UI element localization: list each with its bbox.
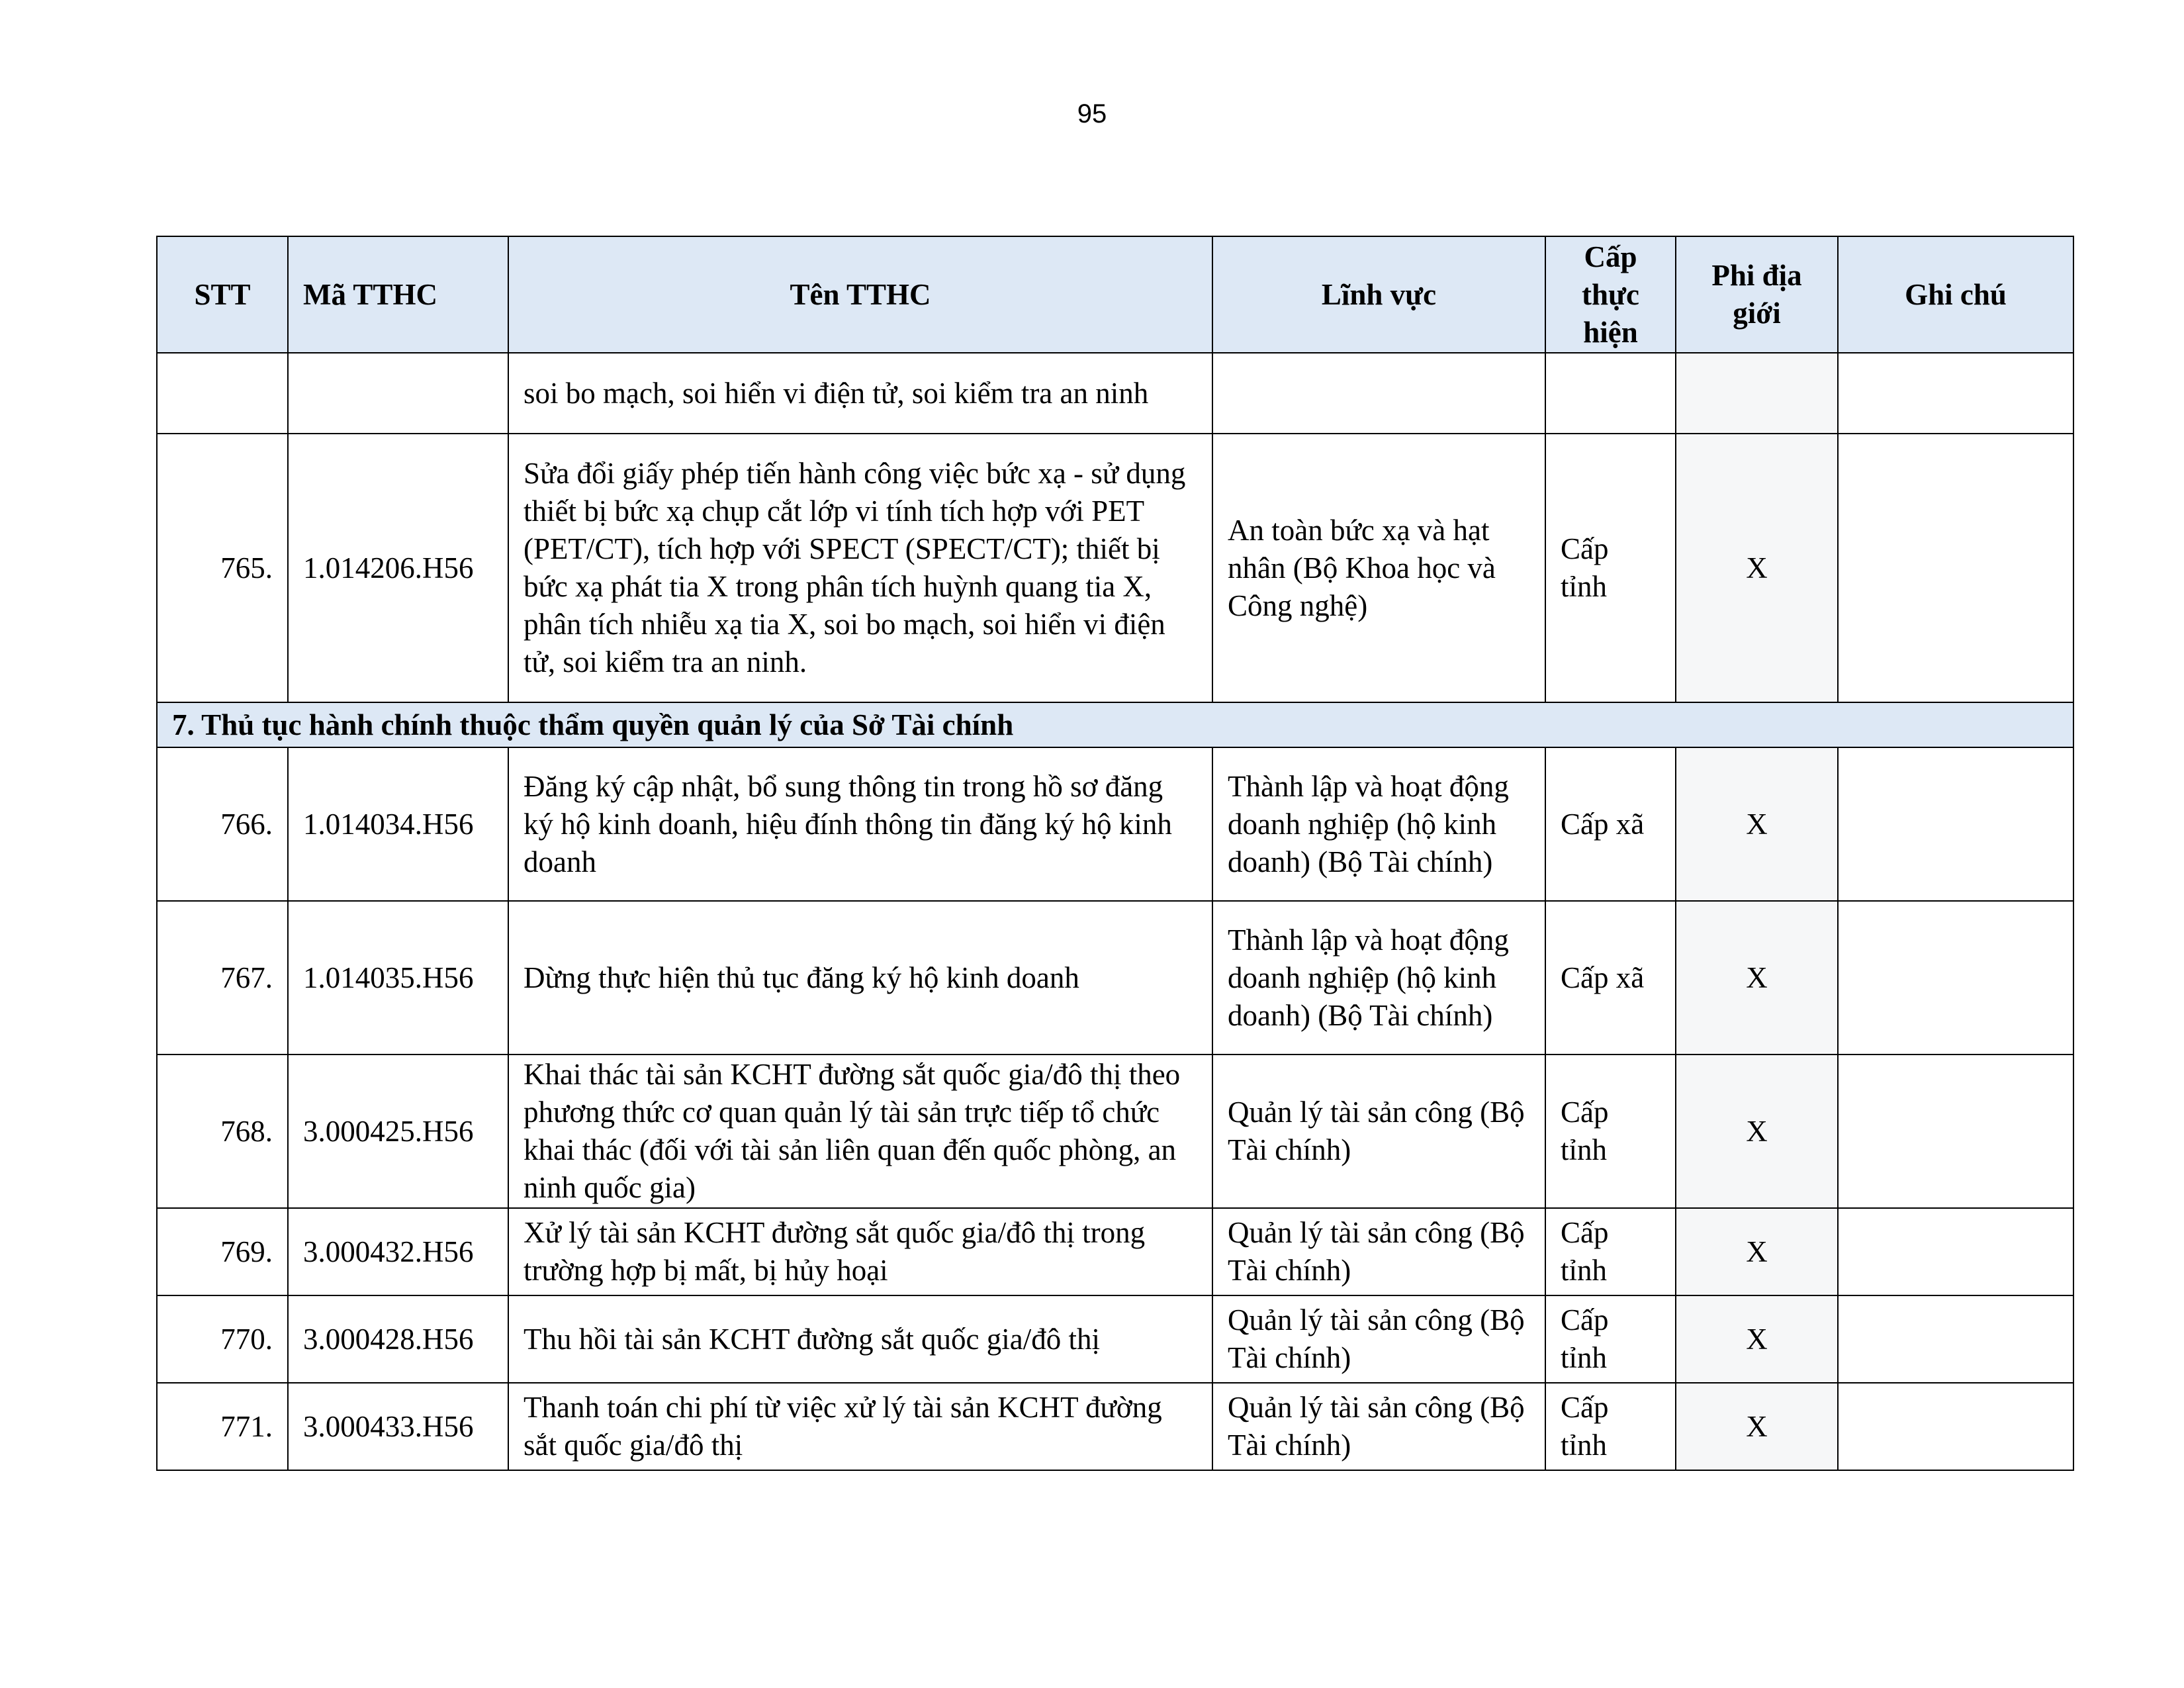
cell-ghi-chu	[1838, 1295, 2073, 1383]
section-heading-row	[157, 702, 2073, 747]
cell-linh-vuc: Quản lý tài sản công (Bộ Tài chính)	[1212, 1208, 1545, 1295]
cell-cap: Cấp tỉnh	[1545, 1295, 1676, 1383]
table-row	[157, 1383, 2073, 1470]
cell-ten: Thu hồi tài sản KCHT đường sắt quốc gia/đô thị	[508, 1295, 1212, 1383]
cell-ten: Xử lý tài sản KCHT đường sắt quốc gia/đô thị trong trường hợp bị mất, bị hủy hoại	[508, 1208, 1212, 1295]
cell-ten: Đăng ký cập nhật, bổ sung thông tin trong hồ sơ đăng ký hộ kinh doanh, hiệu đính thông tin đăng ký hộ kinh doanh	[508, 747, 1212, 901]
cell-linh-vuc: Quản lý tài sản công (Bộ Tài chính)	[1212, 1383, 1545, 1470]
table-row	[157, 901, 2073, 1055]
cell-ghi-chu	[1838, 747, 2073, 901]
cell-linh-vuc: An toàn bức xạ và hạt nhân (Bộ Khoa học và Công nghệ)	[1212, 434, 1545, 702]
cell-ma: 1.014206.H56	[288, 434, 508, 702]
cell-ten: Thanh toán chi phí từ việc xử lý tài sản KCHT đường sắt quốc gia/đô thị	[508, 1383, 1212, 1470]
cell-ten: Dừng thực hiện thủ tục đăng ký hộ kinh doanh	[508, 901, 1212, 1055]
cell-phi: X	[1676, 1055, 1838, 1208]
tthc-table	[156, 236, 2074, 1471]
cell-linh-vuc: Thành lập và hoạt động doanh nghiệp (hộ kinh doanh) (Bộ Tài chính)	[1212, 901, 1545, 1055]
cell-phi: X	[1676, 1295, 1838, 1383]
page-number: 95	[1077, 99, 1107, 128]
table-row-continuation	[157, 353, 2073, 434]
cell-phi: X	[1676, 901, 1838, 1055]
table-row	[157, 747, 2073, 901]
cell-ghi-chu	[1838, 901, 2073, 1055]
header-ghi-chu: Ghi chú	[1838, 236, 2073, 353]
header-ten-tthc: Tên TTHC	[508, 236, 1212, 353]
cell-ma: 1.014035.H56	[288, 901, 508, 1055]
table-row	[157, 434, 2073, 702]
cell-linh-vuc	[1212, 353, 1545, 434]
cell-ma: 1.014034.H56	[288, 747, 508, 901]
cell-phi: X	[1676, 747, 1838, 901]
cell-phi: X	[1676, 434, 1838, 702]
cell-cap: Cấp xã	[1545, 747, 1676, 901]
cell-linh-vuc: Quản lý tài sản công (Bộ Tài chính)	[1212, 1055, 1545, 1208]
cell-ma: 3.000425.H56	[288, 1055, 508, 1208]
cell-ma: 3.000428.H56	[288, 1295, 508, 1383]
header-row	[157, 236, 2073, 353]
cell-phi	[1676, 353, 1838, 434]
table-row	[157, 1295, 2073, 1383]
cell-linh-vuc: Quản lý tài sản công (Bộ Tài chính)	[1212, 1295, 1545, 1383]
cell-ma: 3.000433.H56	[288, 1383, 508, 1470]
cell-ghi-chu	[1838, 1055, 2073, 1208]
cell-stt: 769.	[157, 1208, 288, 1295]
header-phi-dia-gioi	[1676, 236, 1838, 353]
cell-phi: X	[1676, 1208, 1838, 1295]
cell-cap: Cấp xã	[1545, 901, 1676, 1055]
cell-stt: 768.	[157, 1055, 288, 1208]
cell-ghi-chu	[1838, 1208, 2073, 1295]
cell-linh-vuc: Thành lập và hoạt động doanh nghiệp (hộ kinh doanh) (Bộ Tài chính)	[1212, 747, 1545, 901]
header-phi-line2: giới	[1733, 297, 1781, 330]
cell-ten: Khai thác tài sản KCHT đường sắt quốc gia/đô thị theo phương thức cơ quan quản lý tài sản trực tiếp tổ chức khai thác (đối với tài sản liên quan đến quốc phòng, an ninh quốc gia)	[508, 1055, 1212, 1208]
cell-ghi-chu	[1838, 353, 2073, 434]
cell-ghi-chu	[1838, 1383, 2073, 1470]
cell-ten: soi bo mạch, soi hiển vi điện tử, soi kiểm tra an ninh	[508, 353, 1212, 434]
cell-stt: 766.	[157, 747, 288, 901]
cell-cap	[1545, 353, 1676, 434]
cell-cap: Cấp tỉnh	[1545, 1055, 1676, 1208]
header-ma-tthc: Mã TTHC	[288, 236, 508, 353]
cell-stt	[157, 353, 288, 434]
section-heading: 7. Thủ tục hành chính thuộc thẩm quyền quản lý của Sở Tài chính	[157, 702, 2073, 747]
header-linh-vuc: Lĩnh vực	[1212, 236, 1545, 353]
table-row	[157, 1055, 2073, 1208]
table-row	[157, 1208, 2073, 1295]
header-phi-line1: Phi địa	[1711, 259, 1802, 292]
header-cap-line3: hiện	[1583, 315, 1638, 349]
cell-ghi-chu	[1838, 434, 2073, 702]
cell-cap: Cấp tỉnh	[1545, 434, 1676, 702]
cell-ten: Sửa đổi giấy phép tiến hành công việc bức xạ - sử dụng thiết bị bức xạ chụp cắt lớp vi tính tích hợp với PET (PET/CT), tích hợp với SPECT (SPECT/CT); thiết bị bức xạ phát tia X trong phân tích huỳnh quang tia X, phân tích nhiễu xạ tia X, soi bo mạch, soi hiển vi điện tử, soi kiểm tra an ninh.	[508, 434, 1212, 702]
cell-stt: 765.	[157, 434, 288, 702]
cell-ma	[288, 353, 508, 434]
cell-stt: 767.	[157, 901, 288, 1055]
header-cap-line1: Cấp	[1584, 240, 1637, 273]
cell-cap: Cấp tỉnh	[1545, 1208, 1676, 1295]
cell-stt: 771.	[157, 1383, 288, 1470]
header-cap-thuc-hien	[1545, 236, 1676, 353]
header-cap-line2: thực	[1582, 277, 1639, 311]
header-stt: STT	[157, 236, 288, 353]
cell-cap: Cấp tỉnh	[1545, 1383, 1676, 1470]
cell-phi: X	[1676, 1383, 1838, 1470]
cell-stt: 770.	[157, 1295, 288, 1383]
cell-ma: 3.000432.H56	[288, 1208, 508, 1295]
